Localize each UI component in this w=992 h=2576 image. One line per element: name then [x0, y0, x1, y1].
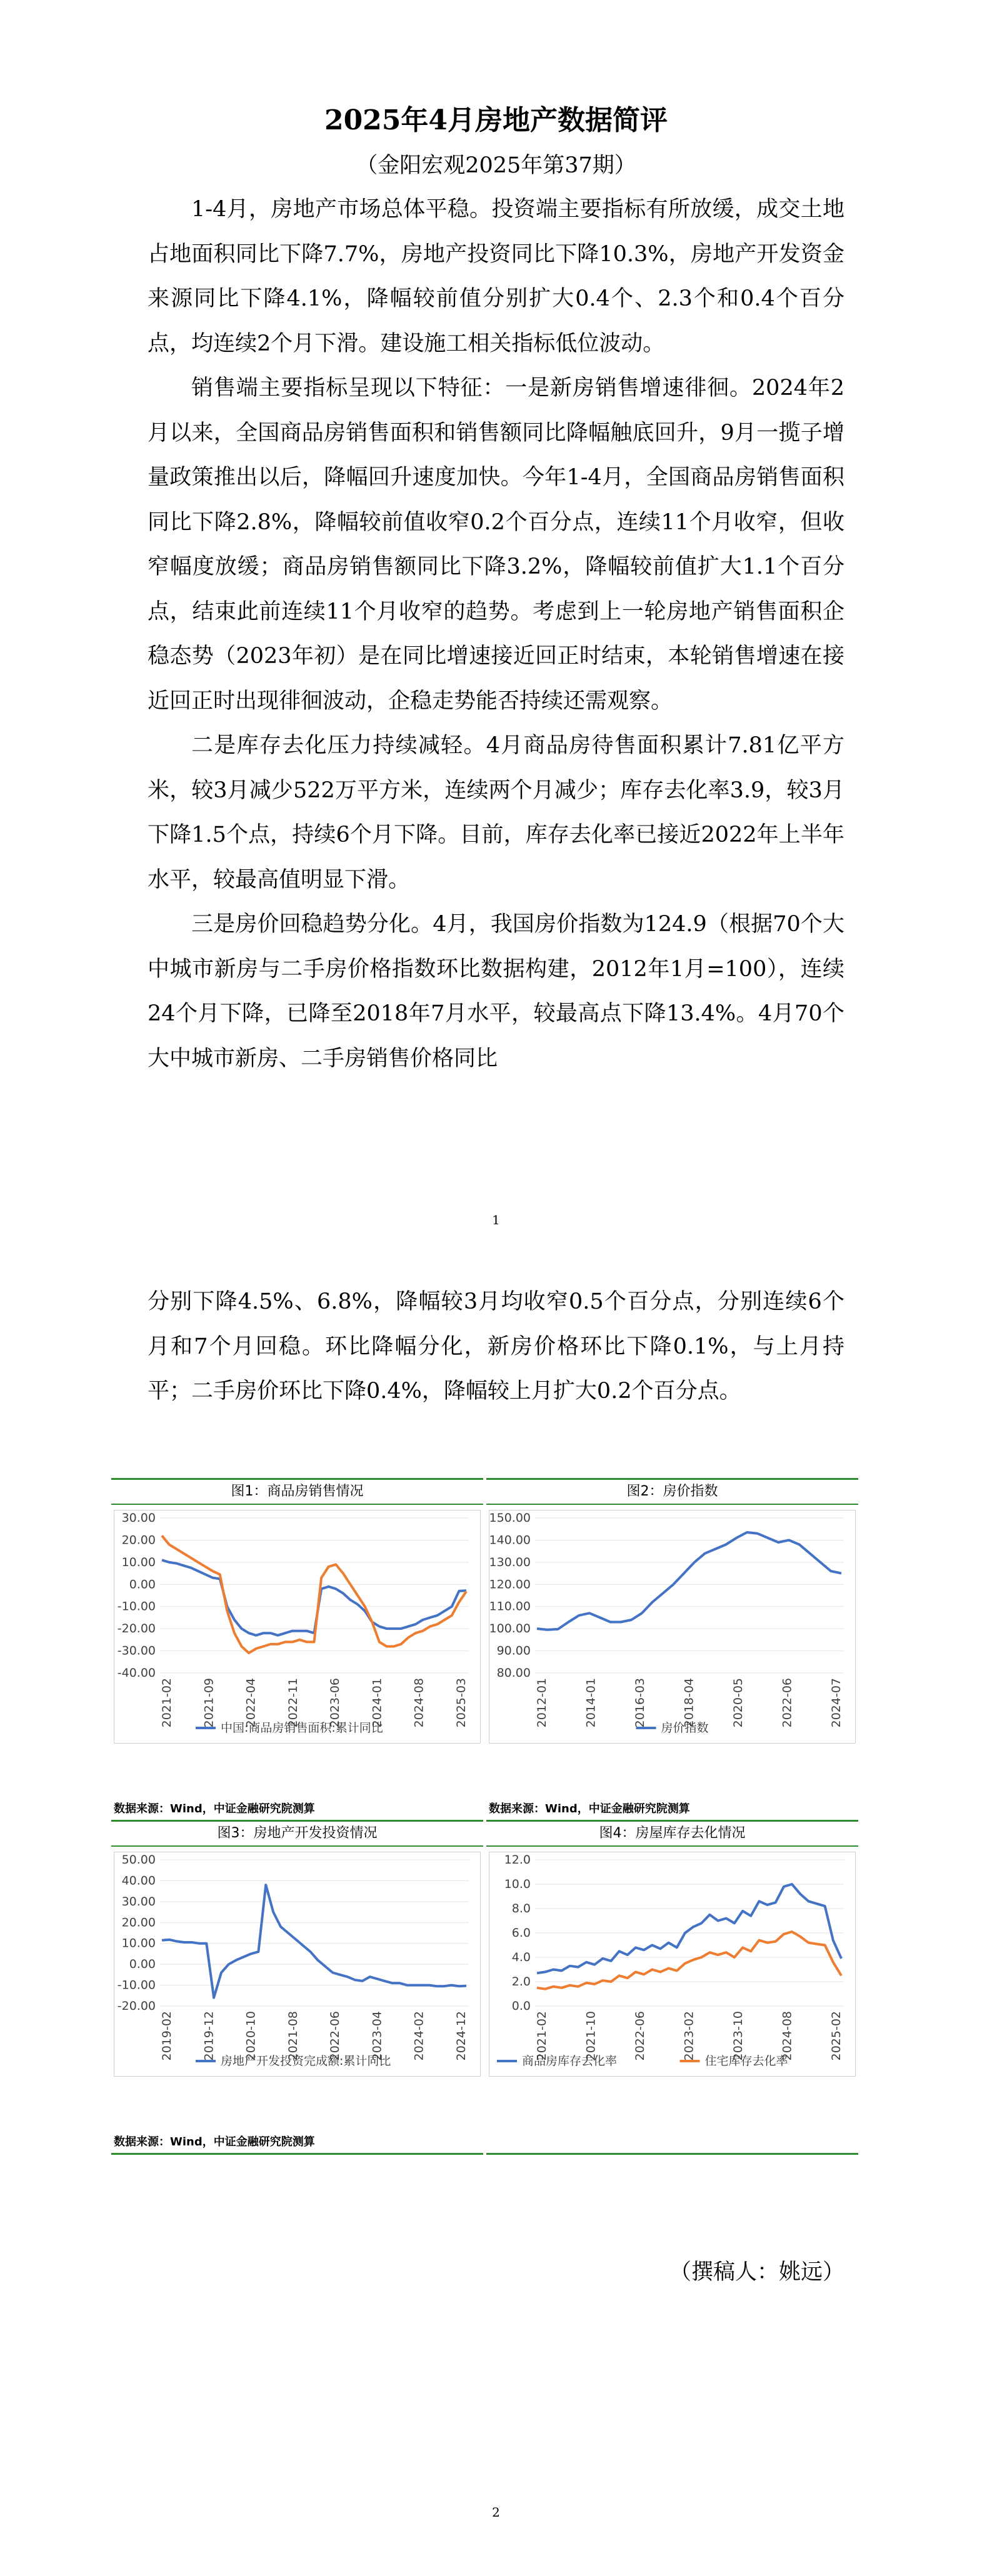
- x-tick-label: 2022-04: [244, 1678, 258, 1728]
- series-line: [162, 1560, 466, 1635]
- paragraph-sales: 销售端主要指标呈现以下特征：一是新房销售增速徘徊。2024年2月以来，全国商品房销售面积和销售额同比降幅触底回升，9月一揽子增量政策推出以后，降幅回升速度加快。今年1-4月，全国商品房销售面积同比下降2.8%，降幅较前值收窄0.2个百分点，连续11个月收窄，但收窄幅度放缓；商品房销售额同比下降3.2%，降幅较前值扩大1.1个百分点，结束此前连续11个月收窄的趋势。考虑到上一轮房地产销售面积企稳态势（2023年初）是在同比增速接近回正时结束，本轮销售增速在接近回正时出现徘徊波动，企稳走势能否持续还需观察。: [148, 376, 844, 714]
- series-line: [537, 1532, 841, 1630]
- y-tick-label: 150.00: [489, 1511, 531, 1525]
- page-title: 2025年4月房地产数据简评: [324, 104, 668, 136]
- x-tick-label: 2018-04: [682, 1678, 696, 1728]
- figure-1-panel: [111, 1478, 483, 1822]
- y-tick-label: 0.00: [129, 1957, 156, 1972]
- x-tick-label: 2024-07: [829, 1678, 843, 1728]
- x-tick-label: 2020-10: [244, 2011, 258, 2061]
- x-tick-label: 2025-02: [829, 2011, 843, 2061]
- figure-4-panel: [486, 1820, 858, 2155]
- x-tick-label: 2024-08: [780, 2011, 794, 2061]
- x-tick-label: 2021-02: [160, 1678, 174, 1728]
- x-tick-label: 2021-10: [584, 2011, 598, 2061]
- y-tick-label: -20.00: [117, 1622, 156, 1636]
- y-tick-label: -20.00: [117, 1999, 156, 2013]
- y-tick-label: 0.00: [129, 1577, 156, 1592]
- y-tick-label: 90.00: [496, 1644, 531, 1658]
- x-tick-label: 2019-12: [202, 2011, 216, 2061]
- legend-label: 住宅库存去化率: [704, 2054, 788, 2068]
- paragraph-prices-continued: 分别下降4.5%、6.8%，降幅较3月均收窄0.5个百分点，分别连续6个月和7个月回稳。环比降幅分化，新房价格环比下降0.1%，与上月持平；二手房价环比下降0.4%，降幅较上月扩大0.2个百分点。: [148, 1289, 844, 1404]
- x-tick-label: 2024-08: [412, 1678, 426, 1728]
- series-line: [162, 1535, 466, 1653]
- y-tick-label: 110.00: [489, 1599, 531, 1614]
- y-tick-label: 100.00: [489, 1622, 531, 1636]
- legend-label: 房价指数: [661, 1721, 709, 1735]
- legend-label: 中国:商品房销售面积:累计同比: [221, 1721, 383, 1735]
- series-line: [537, 1932, 841, 1989]
- figure-3-source: 数据来源：Wind，中证金融研究院测算: [114, 2135, 315, 2149]
- x-tick-label: 2023-10: [731, 2011, 745, 2061]
- paragraph-inventory: 二是库存去化压力持续减轻。4月商品房待售面积累计7.81亿平方米，较3月减少522万平方米，连续两个月减少；库存去化率3.9，较3月下降1.5个点，持续6个月下降。目前，库存去化率已接近2022年上半年水平，较最高值明显下滑。: [148, 733, 844, 892]
- x-tick-label: 2023-02: [682, 2011, 696, 2061]
- y-tick-label: 8.0: [511, 1902, 531, 1915]
- y-tick-label: 10.00: [121, 1555, 156, 1569]
- series-line: [537, 1884, 841, 1973]
- x-tick-label: 2022-11: [286, 1678, 300, 1728]
- x-tick-label: 2016-03: [633, 1678, 647, 1728]
- y-tick-label: 120.00: [489, 1577, 531, 1592]
- x-tick-label: 2021-02: [535, 2011, 549, 2061]
- y-tick-label: 10.00: [121, 1936, 156, 1950]
- figure-2-chart: [489, 1510, 856, 1744]
- y-tick-label: 50.00: [121, 1853, 156, 1867]
- y-tick-label: 2.0: [511, 1975, 531, 1989]
- y-tick-label: 80.00: [496, 1666, 531, 1680]
- y-tick-label: 0.0: [511, 1999, 531, 2013]
- y-tick-label: -40.00: [117, 1666, 156, 1680]
- x-tick-label: 2012-01: [535, 1678, 549, 1728]
- x-tick-label: 2019-02: [160, 2011, 174, 2061]
- y-tick-label: 30.00: [121, 1894, 156, 1909]
- x-tick-label: 2022-06: [328, 2011, 343, 2061]
- x-tick-label: 2022-06: [633, 2011, 647, 2061]
- figure-3-chart: [114, 1852, 481, 2077]
- figure-1-title: 图1：商品房销售情况: [111, 1480, 483, 1505]
- y-tick-label: 140.00: [489, 1533, 531, 1547]
- figure-2-source: 数据来源：Wind，中证金融研究院测算: [489, 1802, 690, 1815]
- figure-3-title: 图3：房地产开发投资情况: [111, 1822, 483, 1847]
- x-tick-label: 2023-06: [328, 1678, 343, 1728]
- x-tick-label: 2025-03: [454, 1678, 468, 1728]
- page-subtitle: （金阳宏观2025年第37期）: [356, 153, 636, 178]
- x-tick-label: 2024-02: [412, 2011, 426, 2061]
- y-tick-label: 4.0: [511, 1950, 531, 1964]
- y-tick-label: 6.0: [511, 1926, 531, 1940]
- figure-4-title: 图4：房屋库存去化情况: [486, 1822, 858, 1847]
- x-tick-label: 2022-06: [780, 1678, 794, 1728]
- page-number: 2: [492, 2505, 500, 2520]
- y-tick-label: 30.00: [121, 1511, 156, 1525]
- y-tick-label: 12.0: [504, 1853, 531, 1867]
- x-tick-label: 2021-09: [202, 1678, 216, 1728]
- author-credit: （撰稿人：姚远）: [669, 2260, 844, 2285]
- page-number: 1: [492, 1212, 500, 1227]
- legend-label: 商品房库存去化率: [522, 2054, 618, 2068]
- figure-4-chart: [489, 1852, 856, 2077]
- y-tick-label: 130.00: [489, 1555, 531, 1569]
- y-tick-label: -30.00: [117, 1644, 156, 1658]
- figure-2-title: 图2：房价指数: [486, 1480, 858, 1505]
- y-tick-label: 20.00: [121, 1915, 156, 1930]
- y-tick-label: 10.0: [504, 1877, 531, 1891]
- paragraph-prices: 三是房价回稳趋势分化。4月，我国房价指数为124.9（根据70个大中城市新房与二手房价格指数环比数据构建，2012年1月=100），连续24个月下降，已降至2018年7月水平，较最高点下降13.4%。4月70个大中城市新房、二手房销售价格同比: [148, 912, 844, 1071]
- x-tick-label: 2014-01: [584, 1678, 598, 1728]
- figure-1-chart: [114, 1510, 481, 1744]
- figure-3-panel: [111, 1820, 483, 2155]
- x-tick-label: 2024-12: [454, 2011, 468, 2061]
- x-tick-label: 2024-01: [370, 1678, 384, 1728]
- x-tick-label: 2020-05: [731, 1678, 745, 1728]
- y-tick-label: -10.00: [117, 1978, 156, 1992]
- page2-body: [148, 1280, 844, 1414]
- y-tick-label: 40.00: [121, 1874, 156, 1888]
- page1-body: [148, 187, 844, 1081]
- y-tick-label: 20.00: [121, 1533, 156, 1547]
- paragraph-investment: 1-4月，房地产市场总体平稳。投资端主要指标有所放缓，成交土地占地面积同比下降7.7%，房地产投资同比下降10.3%，房地产开发资金来源同比下降4.1%，降幅较前值分别扩大0.4个、2.3个和0.4个百分点，均连续2个月下滑。建设施工相关指标低位波动。: [148, 197, 844, 356]
- x-tick-label: 2023-04: [370, 2011, 384, 2061]
- y-tick-label: -10.00: [117, 1599, 156, 1614]
- x-tick-label: 2021-08: [286, 2011, 300, 2061]
- figure-1-source: 数据来源：Wind，中证金融研究院测算: [114, 1802, 315, 1815]
- figure-2-panel: [486, 1478, 858, 1822]
- legend-label: 房地产开发投资完成额:累计同比: [221, 2054, 391, 2068]
